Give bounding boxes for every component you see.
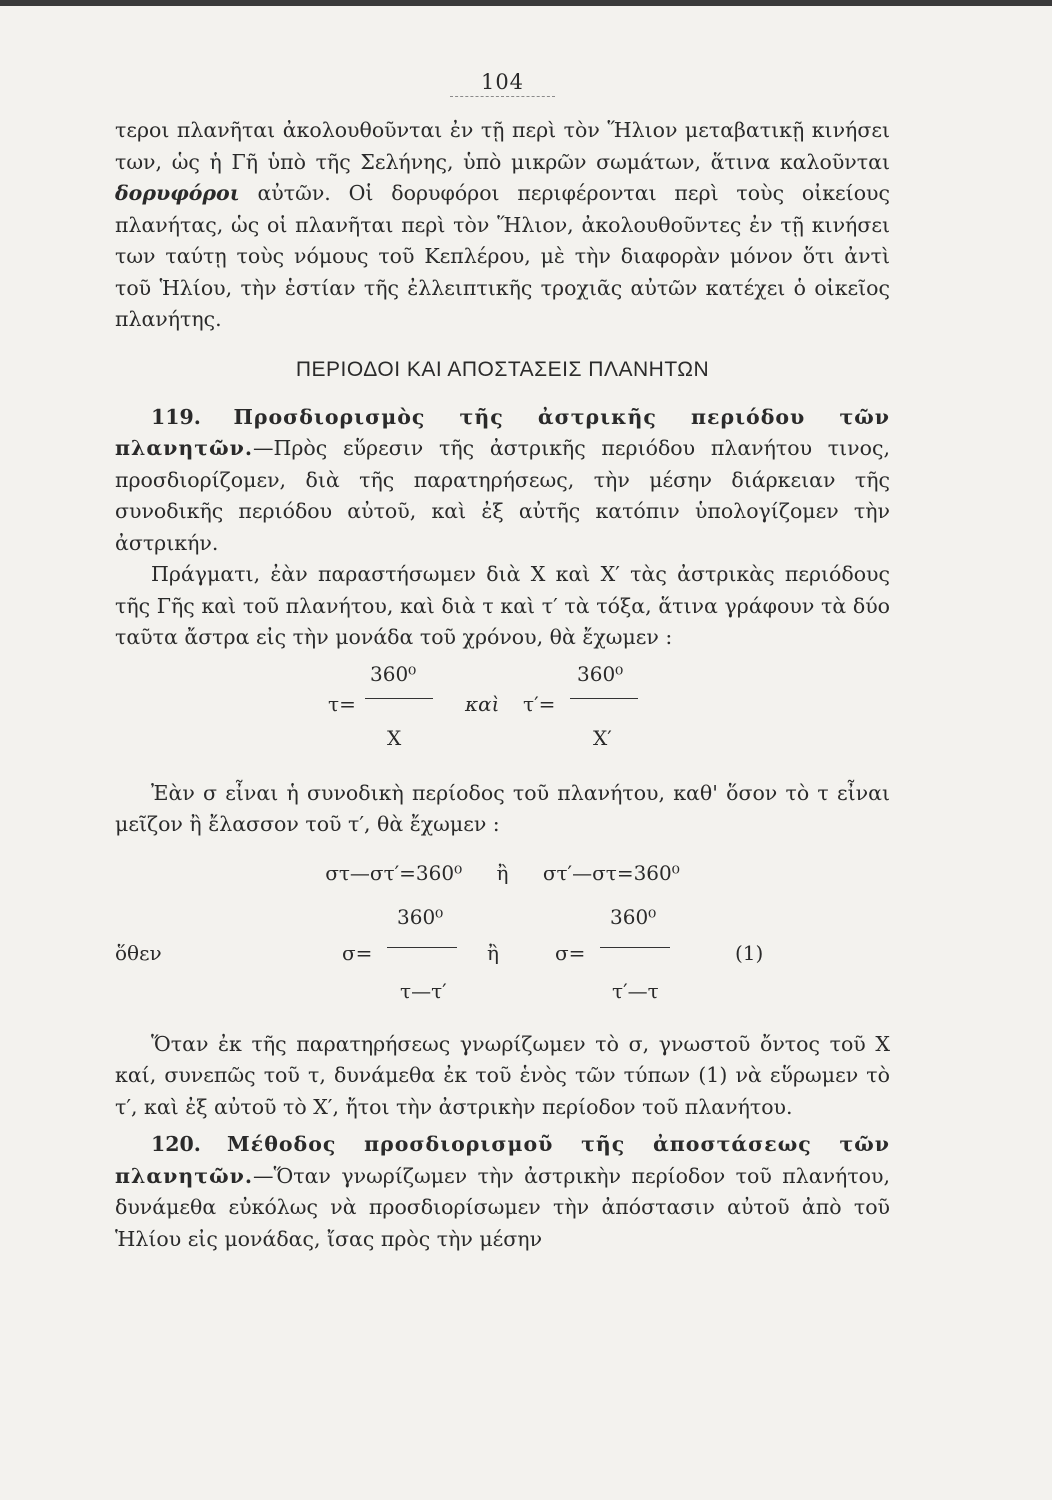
term-satellites: δορυφόροι: [115, 181, 240, 205]
formula1-lhs1: τ=: [328, 691, 356, 716]
section-120-text: —Ὅταν γνωρίζωμεν τὴν ἀστρικὴν περίοδον τοῦ πλανήτου, δυνάμεθα εὐκόλως νὰ προσδιορίσωμεν τὴν ἀπόστασιν αὐτοῦ ἀπὸ τοῦ Ἡλίου εἰς μονάδας, ἴσας πρὸς τὴν μέσην: [115, 1163, 890, 1251]
eq2-right: στ′—στ=360⁰: [542, 860, 680, 885]
section-title: ΠΕΡΙΟΔΟΙ ΚΑΙ ΑΠΟΣΤΑΣΕΙΣ ΠΛΑΝΗΤΩΝ: [295, 357, 710, 381]
formula2-hence: ὅθεν: [115, 940, 162, 965]
section-119: [115, 402, 890, 560]
section-119-number: 119.: [151, 404, 201, 429]
formula1-fraction-bar-1: [365, 698, 433, 699]
paragraph-satellites: [115, 115, 890, 336]
section-119-text: —Πρὸς εὕρεσιν τῆς ἀστρικῆς περιόδου πλανήτου τινος, προσδιορίζομεν, διὰ τῆς παρατηρήσεως, τὴν μέσην διάρκειαν τῆς συνοδικῆς περιόδου αὐτοῦ, καὶ ἐξ αὐτῆς κατόπιν ὑπολογίζομεν τὴν ἀστρικήν.: [115, 436, 890, 555]
formula2-lhs2: σ=: [555, 940, 586, 965]
paragraph-synodic: Ἐὰν σ εἶναι ἡ συνοδικὴ περίοδος τοῦ πλανήτου, καθ' ὅσον τὸ τ εἶναι μεῖζον ἢ ἔλασσον τοῦ τ′, θὰ ἔχωμεν :: [115, 780, 890, 836]
section-120-heading: Μέθοδος προσδιορισμοῦ τῆς ἀποστάσεως τῶν πλανητῶν.: [115, 1132, 890, 1188]
formula-sigma: [115, 897, 890, 1017]
equation-synodic: [115, 861, 890, 885]
formula2-den1: τ—τ′: [400, 978, 447, 1003]
formula1-conj: καὶ: [465, 691, 500, 716]
para1-text: τεροι πλανῆται ἀκολουθοῦνται ἐν τῇ περὶ τὸν Ἥλιον μεταβατικῇ κινήσει των, ὡς ἡ Γῆ ὑπὸ τῆς Σελήνης, ὑπὸ μικρῶν σωμάτων, ἅτινα καλοῦνται: [115, 118, 890, 174]
para1-rest: αὐτῶν. Οἱ δορυφόροι περιφέρονται περὶ τοὺς οἰκείους πλανήτας, ὡς οἱ πλανῆται περὶ τὸν Ἥλιον, ἀκολουθοῦντες ἐν τῇ κινήσει των ταύτῃ τοὺς νόμους τοῦ Κεπλέρου, μὲ τὴν διαφορὰν μόνον ὅτι ἀντὶ τοῦ Ἡλίου, τὴν ἑστίαν τῆς ἐλλειπτικῆς τροχιᾶς αὐτῶν κατέχει ὁ οἰκεῖος πλανήτης.: [115, 181, 890, 331]
page-number-rule: [450, 96, 555, 97]
formula1-num1: 360⁰: [370, 661, 417, 686]
section-120-number: 120.: [151, 1132, 201, 1156]
scan-top-edge: [0, 0, 1052, 6]
formula2-den2: τ′—τ: [612, 978, 659, 1003]
formula2-label: (1): [735, 940, 764, 965]
book-page: [115, 70, 890, 1255]
formula2-num1: 360⁰: [397, 904, 444, 929]
formula1-den2: X′: [593, 725, 612, 750]
page-number: 104: [480, 70, 525, 94]
formula1-num2: 360⁰: [577, 661, 624, 686]
formula2-num2: 360⁰: [610, 904, 657, 929]
formula2-fraction-bar-2: [600, 947, 670, 948]
paragraph-find-period: Ὅταν ἐκ τῆς παρατηρήσεως γνωρίζωμεν τὸ σ, γνωστοῦ ὄντος τοῦ X καί, συνεπῶς τοῦ τ, δυνάμεθα ἐκ τοῦ ἑνὸς τῶν τύπων (1) νὰ εὕρωμεν τὸ τ′, καὶ ἐξ αὐτοῦ τὸ X′, ἤτοι τὴν ἀστρικὴν περίοδον τοῦ πλανήτου.: [115, 1031, 890, 1119]
formula1-lhs2: τ′=: [523, 691, 556, 716]
formula2-fraction-bar-1: [387, 947, 457, 948]
eq2-or: ἢ: [496, 860, 509, 885]
eq2-left: στ—στ′=360⁰: [325, 860, 463, 885]
formula1-den1: X: [387, 725, 402, 750]
section-120: [115, 1129, 890, 1255]
formula2-lhs1: σ=: [342, 940, 373, 965]
paragraph-sidereal: Πράγματι, ἐὰν παραστήσωμεν διὰ X καὶ X′ τὰς ἀστρικὰς περιόδους τῆς Γῆς καὶ τοῦ πλανήτου, καὶ διὰ τ καὶ τ′ τὰ τόξα, ἅτινα γράφουν τὰ δύο ταῦτα ἄστρα εἰς τὴν μονάδα τοῦ χρόνου, θὰ ἔχωμεν :: [115, 562, 890, 649]
formula2-or: ἢ: [487, 940, 499, 965]
section-119-heading: Προσδιορισμὸς τῆς ἀστρικῆς περιόδου τῶν πλανητῶν.: [115, 404, 890, 460]
formula-tau: [115, 654, 890, 766]
formula1-fraction-bar-2: [570, 698, 638, 699]
